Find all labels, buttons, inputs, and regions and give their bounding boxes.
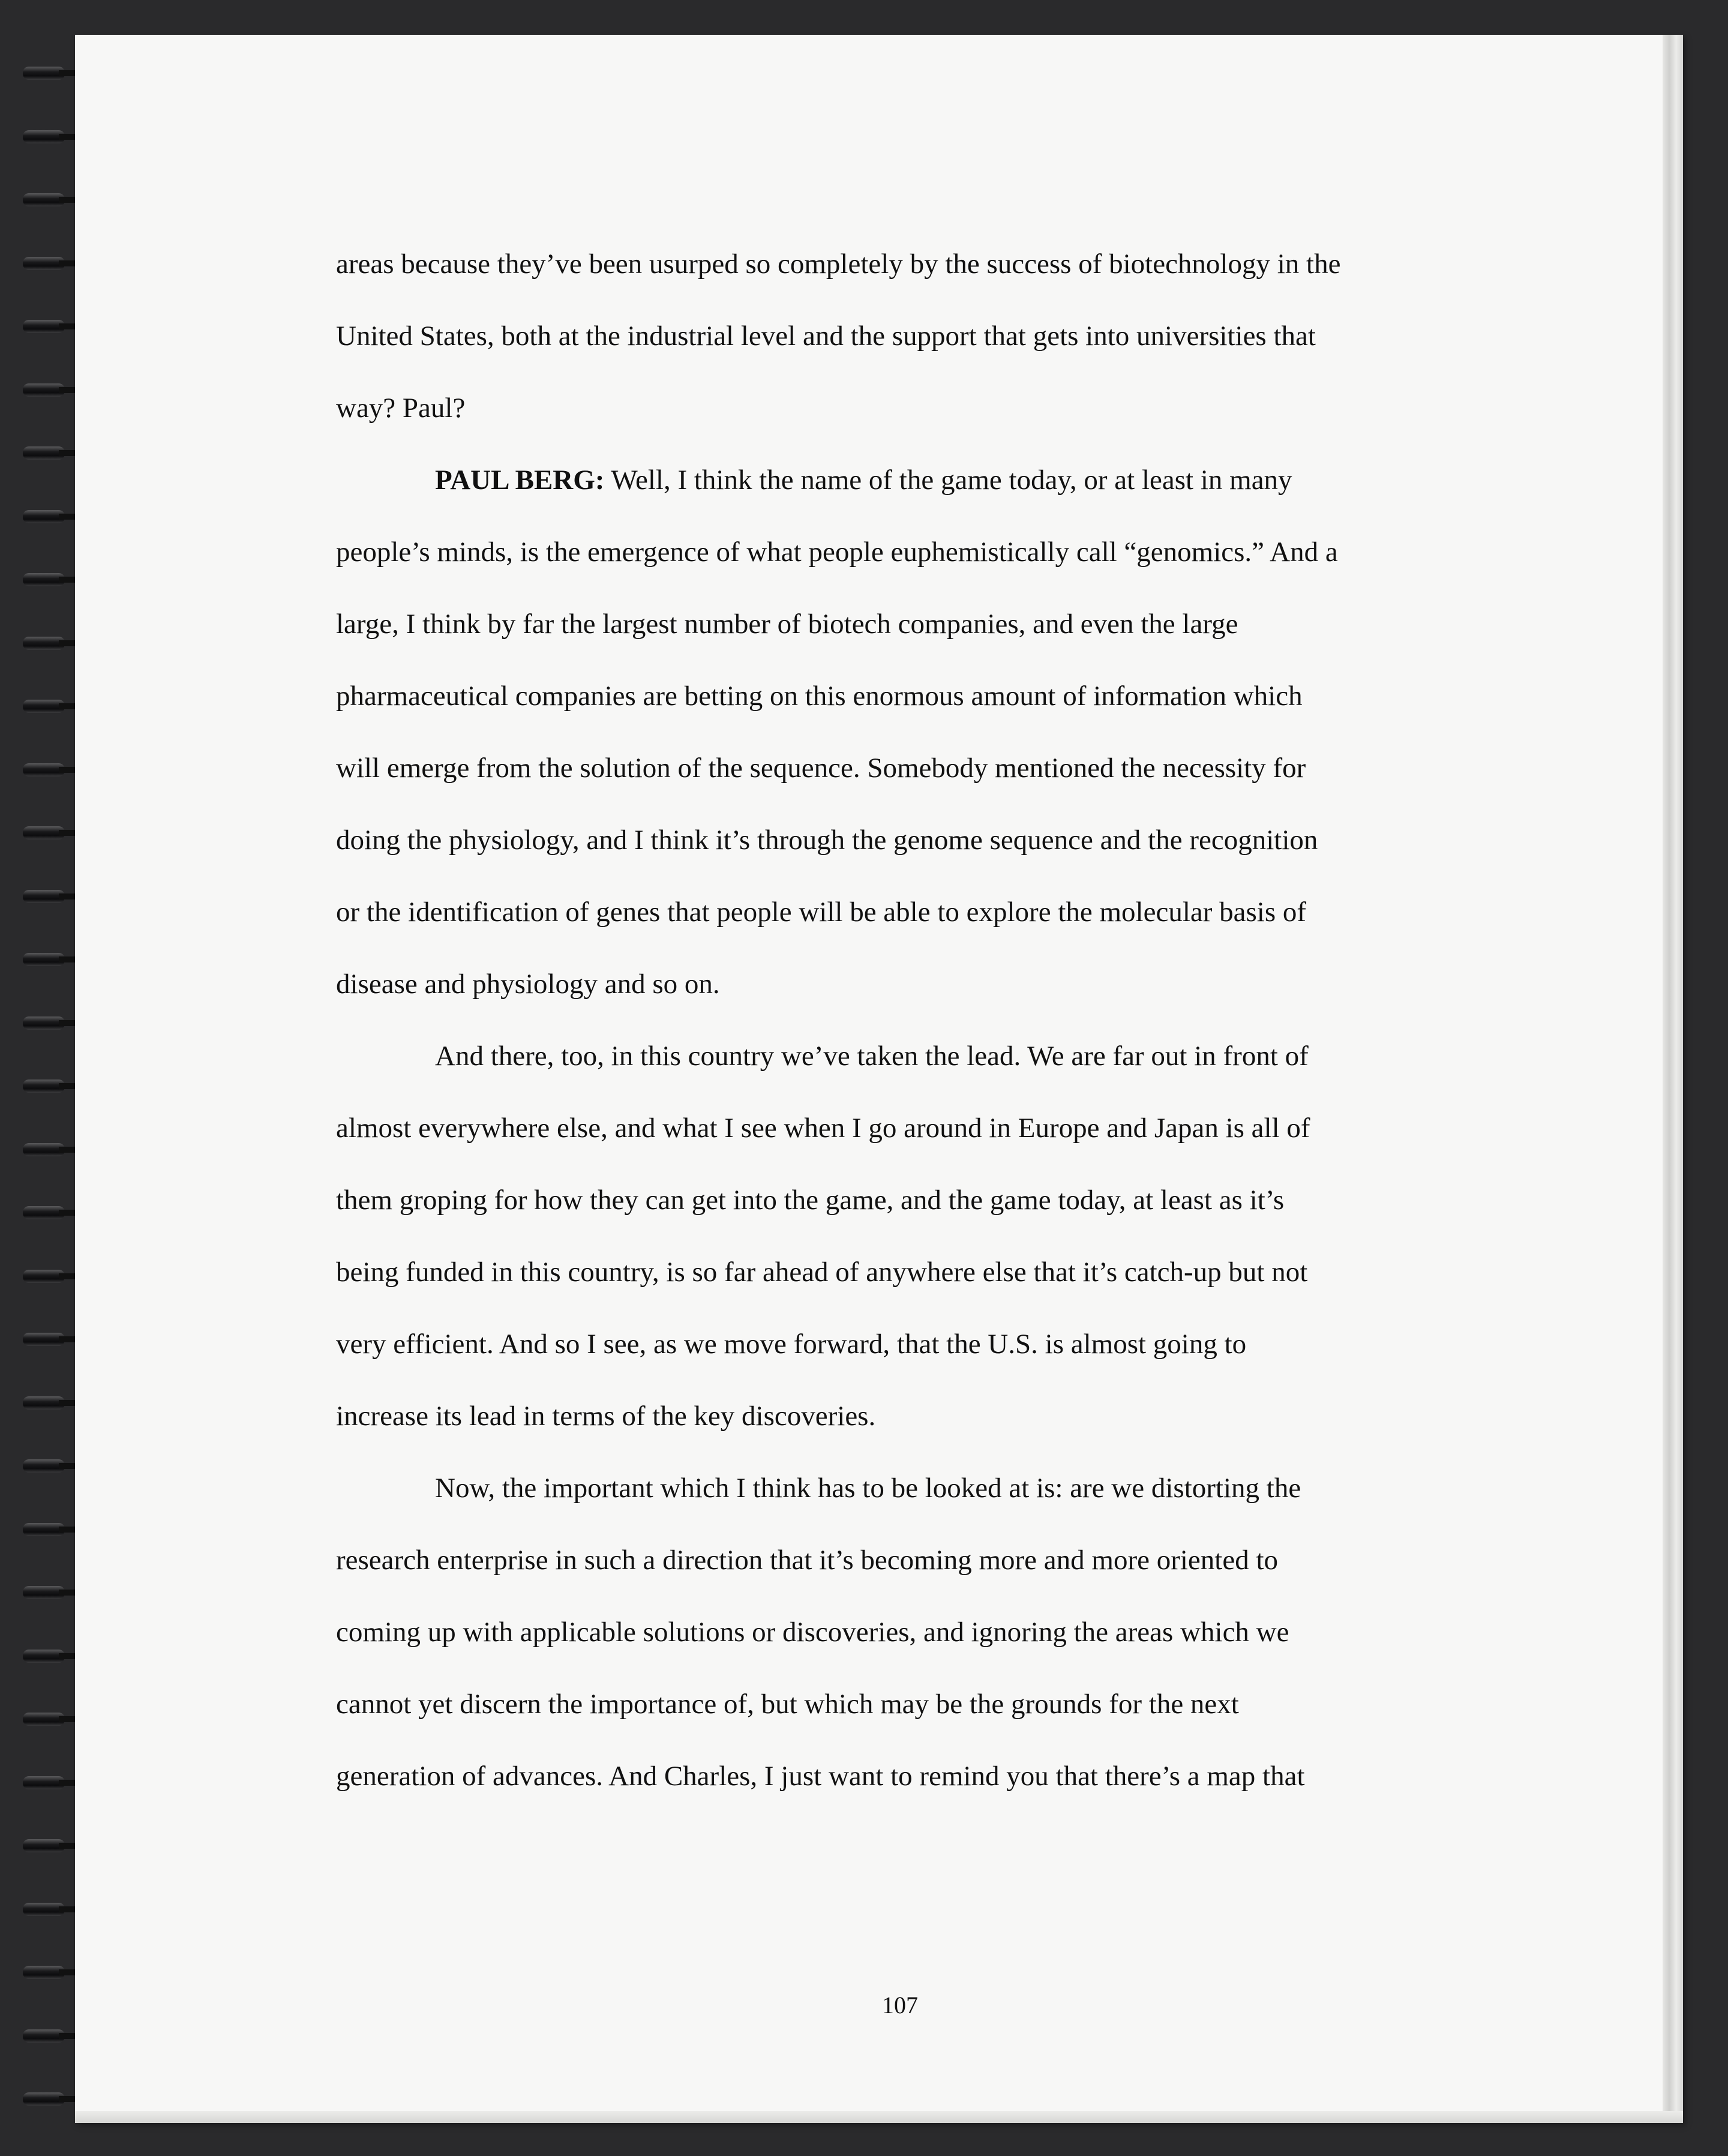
text-line — [336, 300, 1476, 372]
text-line — [336, 1740, 1476, 1812]
line-text: almost everywhere else, and what I see when I go around in Europe and Japan is all of — [336, 1113, 1310, 1144]
text-line — [336, 372, 1476, 444]
page-bottom-edge — [75, 2111, 1683, 2123]
transcript-body — [336, 228, 1476, 1812]
page-edge — [1663, 35, 1683, 2123]
line-text: disease and physiology and so on. — [336, 968, 720, 1000]
text-line — [336, 660, 1476, 732]
text-line — [336, 444, 1476, 516]
text-line — [336, 1020, 1476, 1092]
line-text: research enterprise in such a direction that it’s becoming more and more oriented to — [336, 1545, 1279, 1576]
line-text: generation of advances. And Charles, I just want to remind you that there’s a map that — [336, 1761, 1305, 1792]
line-text: Now, the important which I think has to be looked at is: are we distorting the — [435, 1473, 1301, 1504]
line-text: United States, both at the industrial level and the support that gets into universities that — [336, 320, 1316, 352]
text-line — [336, 876, 1476, 948]
line-text: them groping for how they can get into the game, and the game today, at least as it’s — [336, 1185, 1285, 1216]
line-text: large, I think by far the largest number of biotech companies, and even the large — [336, 608, 1238, 640]
text-line — [336, 1452, 1476, 1524]
text-line — [336, 948, 1476, 1020]
line-text: people’s minds, is the emergence of what people euphemistically call “genomics.” And a — [336, 536, 1338, 568]
text-line — [336, 1524, 1476, 1596]
line-text: And there, too, in this country we’ve taken the lead. We are far out in front of — [435, 1040, 1309, 1072]
line-text: coming up with applicable solutions or discoveries, and ignoring the areas which we — [336, 1617, 1289, 1648]
text-line — [336, 1596, 1476, 1668]
text-line — [336, 588, 1476, 660]
line-text: cannot yet discern the importance of, but which may be the grounds for the next — [336, 1689, 1239, 1720]
text-line — [336, 228, 1476, 300]
line-text: increase its lead in terms of the key discoveries. — [336, 1401, 876, 1432]
line-text: pharmaceutical companies are betting on this enormous amount of information which — [336, 680, 1303, 712]
text-line — [336, 1164, 1476, 1236]
text-line — [336, 1668, 1476, 1740]
text-line — [336, 1092, 1476, 1164]
line-text: being funded in this country, is so far ahead of anywhere else that it’s catch-up but not — [336, 1257, 1308, 1288]
line-text: doing the physiology, and I think it’s through the genome sequence and the recognition — [336, 824, 1318, 856]
line-text: or the identification of genes that people will be able to explore the molecular basis of — [336, 896, 1307, 928]
text-line — [336, 1236, 1476, 1308]
text-line — [336, 516, 1476, 588]
text-line — [336, 1380, 1476, 1452]
text-line — [336, 1308, 1476, 1380]
line-text: way? Paul? — [336, 392, 466, 424]
line-text: very efficient. And so I see, as we move forward, that the U.S. is almost going to — [336, 1329, 1247, 1360]
line-text: Well, I think the name of the game today, or at least in many — [604, 464, 1292, 496]
text-line — [336, 804, 1476, 876]
text-line — [336, 732, 1476, 804]
line-text: areas because they’ve been usurped so completely by the success of biotechnology in the — [336, 248, 1341, 280]
page-number: 107 — [882, 1992, 918, 2019]
speaker-name: PAUL BERG: — [435, 464, 605, 496]
line-text: will emerge from the solution of the sequence. Somebody mentioned the necessity for — [336, 752, 1306, 784]
